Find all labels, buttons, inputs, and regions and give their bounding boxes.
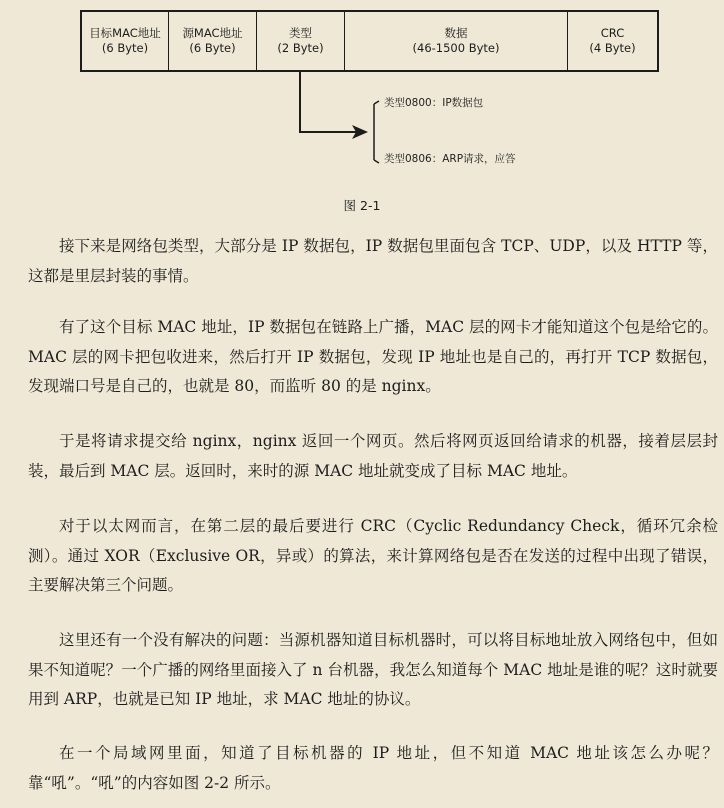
cell-name: 目标MAC地址 <box>89 26 161 40</box>
cell-name: 类型 <box>289 26 312 40</box>
paragraph: 于是将请求提交给 nginx，nginx 返回一个网页。然后将网页返回给请求的机器，接着层层封装，最后到 MAC 层。返回时，来时的源 MAC 地址就变成了目标 MAC 地址。 <box>28 432 718 480</box>
cell-size: (46-1500 Byte) <box>412 41 500 55</box>
cell-name: CRC <box>600 26 625 40</box>
cell-name: 数据 <box>444 26 468 40</box>
cell-name: 源MAC地址 <box>182 26 243 40</box>
paragraph: 这里还有一个没有解决的问题：当源机器知道目标机器时，可以将目标地址放入网络包中，但如果不知道呢？一个广播的网络里面接入了 n 台机器，我怎么知道每个 MAC 地址是谁的呢？这时就要用到 ARP，也就是已知 IP 地址，求 MAC 地址的协议。 <box>28 631 718 708</box>
brace-bottom <box>374 160 379 163</box>
brace-top <box>374 101 379 104</box>
cell-size: (6 Byte) <box>101 41 149 55</box>
branch-label-ip: 类型0800：IP数据包 <box>384 97 484 109</box>
paragraph: 接下来是网络包类型，大部分是 IP 数据包，IP 数据包里面包含 TCP、UDP，以及 HTTP 等，这都是里层封装的事情。 <box>28 237 718 285</box>
mac-frame-diagram <box>0 0 724 200</box>
figure-caption: 图 2-1 <box>343 198 381 213</box>
branch-label-arp: 类型0806：ARP请求，应答 <box>384 153 516 165</box>
cell-size: (2 Byte) <box>277 41 324 55</box>
cell-size: (6 Byte) <box>189 41 236 55</box>
paragraph: 有了这个目标 MAC 地址，IP 数据包在链路上广播，MAC 层的网卡才能知道这个包是给它的。MAC 层的网卡把包收进来，然后打开 IP 数据包，发现 IP 地址也是自己的，再打开 TCP 数据包，发现端口号是自己的，也就是 80，而监听 80 的是 nginx。 <box>28 318 718 395</box>
connector-line <box>300 72 358 132</box>
cell-size: (4 Byte) <box>589 41 636 55</box>
type-branch-connector <box>0 0 724 200</box>
paragraph: 对于以太网而言，在第二层的最后要进行 CRC（Cyclic Redundancy Check，循环冗余检测）。通过 XOR（Exclusive OR，异或）的算法，来计算网络包是否在发送的过程中出现了错误，主要解决第三个问题。 <box>28 517 718 594</box>
paragraph: 在一个局域网里面，知道了目标机器的 IP 地址，但不知道 MAC 地址该怎么办呢？靠“吼”。“吼”的内容如图 2-2 所示。 <box>28 744 718 792</box>
